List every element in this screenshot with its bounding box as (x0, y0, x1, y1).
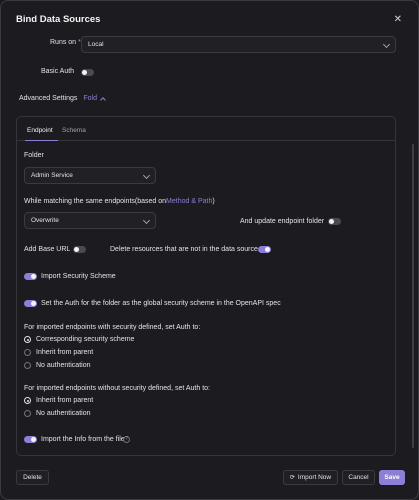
option-label: Inherit from parent (36, 349, 94, 356)
option-label: Corresponding security scheme (36, 336, 135, 343)
chevron-down-icon (143, 172, 150, 179)
fold-toggle[interactable]: Fold (83, 95, 97, 102)
chevron-down-icon (143, 217, 150, 224)
runs-on-label: Runs on (50, 39, 77, 46)
radio-button[interactable] (24, 336, 31, 343)
settings-tabs (17, 117, 395, 141)
option-label: Inherit from parent (36, 397, 94, 404)
option-label: No authentication (36, 410, 91, 417)
endpoint-settings-panel (16, 116, 396, 456)
radio-button[interactable] (24, 362, 31, 369)
chevron-up-icon[interactable] (100, 97, 106, 103)
help-icon[interactable]: ? (123, 436, 130, 443)
without-security-option[interactable] (24, 397, 93, 404)
option-label: No authentication (36, 362, 91, 369)
dialog-title: Bind Data Sources (16, 14, 101, 25)
matching-label-row (24, 198, 215, 205)
radio-button[interactable] (24, 397, 31, 404)
with-security-option[interactable] (24, 349, 93, 356)
close-icon[interactable]: ✕ (393, 14, 402, 25)
tab-schema[interactable]: Schema (62, 127, 86, 134)
import-now-button[interactable] (283, 470, 338, 485)
with-security-label: For imported endpoints with security defined, set Auth to: (24, 324, 201, 331)
basic-auth-toggle[interactable] (81, 69, 94, 76)
import-info-label: Import the Info from the file (41, 436, 125, 443)
advanced-settings-label: Advanced Settings (19, 95, 78, 102)
chevron-down-icon (383, 41, 390, 48)
without-security-option[interactable] (24, 410, 90, 417)
radio-button[interactable] (24, 410, 31, 417)
scrollbar[interactable] (412, 144, 414, 448)
basic-auth-row (41, 68, 74, 75)
matching-label-prefix: While matching the same endpoints(based on (24, 198, 167, 205)
update-folder-toggle[interactable] (328, 218, 341, 225)
with-security-option[interactable] (24, 362, 90, 369)
folder-label: Folder (24, 152, 44, 159)
runs-on-select[interactable] (81, 36, 396, 53)
advanced-settings-row (19, 95, 105, 102)
matching-select[interactable] (24, 212, 156, 229)
set-auth-folder-label: Set the Auth for the folder as the global security scheme in the OpenAPI spec (41, 300, 281, 307)
matching-value: Overwrite (31, 217, 59, 224)
cancel-button[interactable]: Cancel (342, 470, 375, 485)
refresh-icon: ⟳ (289, 475, 295, 481)
required-mark: * (78, 39, 81, 46)
runs-on-label-row (50, 39, 81, 46)
set-auth-folder-toggle[interactable] (24, 300, 37, 307)
without-security-label: For imported endpoints without security defined, set Auth to: (24, 385, 210, 392)
folder-value: Admin Service (31, 172, 73, 179)
import-security-label: Import Security Scheme (41, 273, 116, 280)
delete-button[interactable]: Delete (16, 470, 49, 485)
delete-resources-toggle[interactable] (258, 246, 271, 253)
method-path-link[interactable]: Method & Path (166, 198, 213, 205)
matching-label-suffix: ) (212, 198, 215, 205)
basic-auth-label: Basic Auth (41, 68, 75, 75)
folder-select[interactable] (24, 167, 156, 184)
add-base-url-label: Add Base URL (24, 246, 71, 253)
runs-on-value: Local (88, 41, 104, 48)
radio-button[interactable] (24, 349, 31, 356)
import-info-toggle[interactable] (24, 436, 37, 443)
import-now-label: Import Now (297, 474, 332, 481)
delete-resources-label: Delete resources that are not in the data source (110, 246, 258, 253)
save-button[interactable]: Save (379, 470, 405, 485)
import-security-toggle[interactable] (24, 273, 37, 280)
add-base-url-toggle[interactable] (73, 246, 86, 253)
update-folder-label: And update endpoint folder (240, 218, 325, 225)
with-security-option[interactable] (24, 336, 134, 343)
active-tab-indicator (25, 140, 58, 142)
tab-endpoint[interactable]: Endpoint (27, 127, 53, 134)
